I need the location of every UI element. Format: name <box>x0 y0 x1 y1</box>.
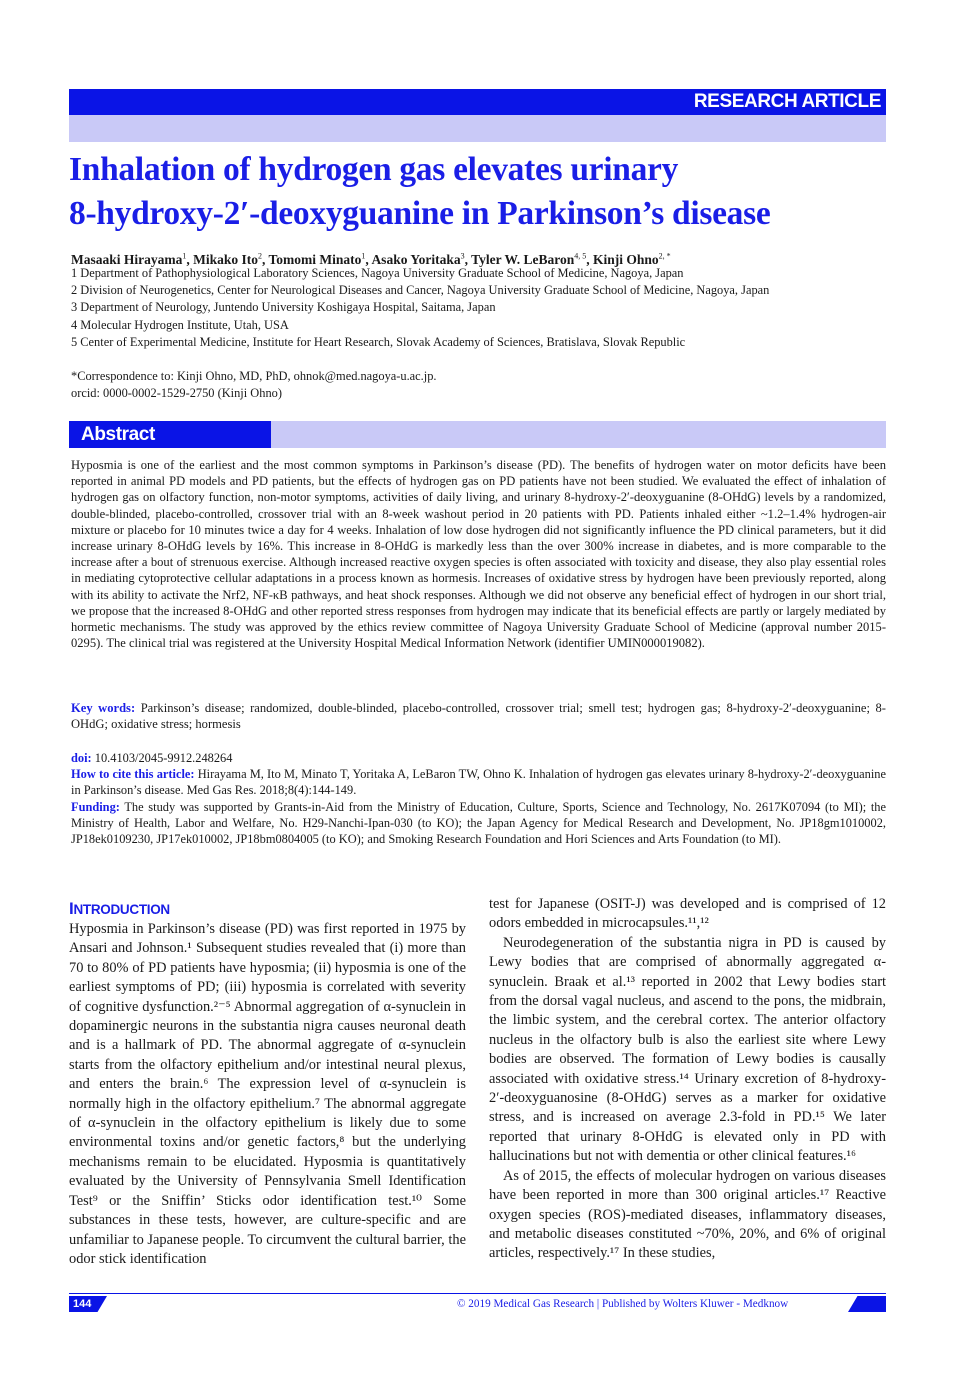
author: Kinji Ohno$^{2, *}$ <box>593 251 671 267</box>
doi-label: doi: <box>71 751 92 765</box>
keywords-text: Parkinson’s disease; randomized, double-blinded, placebo-controlled, crossover trial; smell test; hydrogen gas; 8-hydroxy-2′-deoxyguanine; 8-OHdG; oxidative stress; hormesis <box>71 701 886 732</box>
header-band <box>69 115 886 142</box>
correspondence-block <box>71 368 437 402</box>
footer-corner-tab <box>848 1296 886 1312</box>
paragraph: As of 2015, the effects of molecular hydrogen on various diseases have been reported in more than 300 original articles.¹⁷ Reactive oxygen species (ROS)-mediated diseases, inflammatory diseases, and metabolic diseases constituted ~70%, 20%, and 6% of original articles, respectively.¹⁷ In these studies, <box>489 1167 886 1262</box>
citation-label: How to cite this article: <box>71 767 195 782</box>
footer-copyright: © 2019 Medical Gas Research | Published by Wolters Kluwer - Medknow <box>457 1298 789 1310</box>
orcid: orcid: 0000-0002-1529-2750 (Kinji Ohno) <box>71 386 282 400</box>
citation-text: Hirayama M, Ito M, Minato T, Yoritaka A, LeBaron TW, Ohno K. Inhalation of hydrogen gas elevates urinary 8-hydroxy-2′-deoxyguanine in Parkinson’s disease. Med Gas Res. 2018;8(4):144-149. <box>71 767 886 798</box>
title-line-2: 8-hydroxy-2′-deoxyguanine in Parkinson’s disease <box>69 195 771 232</box>
title-line-1: Inhalation of hydrogen gas elevates urinary <box>69 151 679 188</box>
footer-rule <box>69 1293 886 1294</box>
paragraph: Hyposmia in Parkinson’s disease (PD) was first reported in 1975 by Ansari and Johnson.¹ Subsequent studies revealed that (i) more than 70 to 80% of PD patients have hyposmia; (ii) hyposmia is one of the earliest symptoms of PD; (iii) hyposmia is correlated with severity of cognitive dysfunction.²⁻⁵ Abnormal aggregation of α-synuclein in dopaminergic neurons in the substantia nigra causes neuronal death and is a hallmark of PD. The abnormal aggregate of α-synuclein starts from the olfactory epithelium and/or intestinal neural plexus, and enters the brain.⁶ The expression level of α-synuclein is normally high in the olfactory epithelium.⁷ The abnormal aggregate of α-synuclein in the olfactory epithelium is likely due to some environmental toxins and/or genetic factors,⁸ but the underlying mechanisms remain to be elucidated. Hyposmia is quantitatively evaluated by the University of Pennsylvania Smell Identification Test⁹ or the Sniffin’ Sticks odor identification test.¹⁰ Some substances in these tests, however, are culture-specific and are unfamiliar to Japanese people. To circumvent the cultural barrier, the odor stick identification <box>69 921 466 1267</box>
doi-line <box>71 750 886 766</box>
page-number: 144 <box>73 1298 92 1310</box>
article-meta <box>71 750 886 847</box>
author: Masaaki Hirayama$^1$, <box>71 251 194 267</box>
section-label: RESEARCH ARTICLE <box>693 91 881 112</box>
introduction-right-column <box>489 895 886 1264</box>
paragraph: Neurodegeneration of the substantia nigra in PD is caused by Lewy bodies that are comprised of abnormally aggregated α-synuclein. Braak et al.¹³ reported in 2002 that Lewy bodies start from the dorsal vagal nucleus, and ascend to the pons, the midbrain, the limbic system, and the cerebral cortex. The anterior olfactory nucleus in the olfactory bulb is also the earliest site where Lewy bodies are observed. The formation of Lewy bodies is causally associated with oxidative stress.¹⁴ Urinary excretion of 8-hydroxy-2′-deoxyguanosine (8-OHdG) serves as a marker for oxidative stress, and is increased on average 2.3-fold in PD.¹⁵ We later reported that urinary 8-OHdG is elevated only in PD with hallucinations but not with dementia or other clinical features.¹⁶ <box>489 934 886 1165</box>
abstract-text: Hyposmia is one of the earliest and the most common symptoms in Parkinson’s disease (PD). The benefits of hydrogen water on motor deficits have been reported in animal PD models and PD patients, but the effects of hydrogen gas on PD patients have not been studied. We evaluated the effect of inhalation of hydrogen gas on olfactory function, non-motor symptoms, activities of daily living, and urinary 8-hydroxy-2′-deoxyguanine (8-OHdG) levels by a randomized, double-blinded, placebo-controlled, crossover trial with an 8-week washout period in 20 patients with PD. Patients inhaled either ~1.2–1.4% hydrogen-air mixture or placebo for 10 minutes twice a day for 4 weeks. Inhalation of low dose hydrogen did not significantly influence the PD clinical parameters, but it did increase urinary 8-OHdG levels by 16%. This increase in 8-OHdG is markedly less than the over 300% increase in diabetes, and is more comparable to the increase after a bout of strenuous exercise. Although increased reactive oxygen species is often associated with toxicity and disease, they also play essential roles in mediating cytoprotective cellular adaptations in a process known as hormesis. Increases of oxidative stress by hydrogen have been previously reported, along with its ability to activate the Nrf2, NF-κB pathways, and heat shock responses. Although we did not observe any beneficial effect of hydrogen in our short trial, we propose that the increased 8-OHdG and other reported stress responses from hydrogen may indicate that its beneficial effects are partly or largely mediated by hormetic mechanisms. The study was approved by the ethics review committee of Nagoya University Graduate School of Medicine (approval number 2015-0295). The clinical trial was registered at the University Hospital Medical Information Network (identifier UMIN000019082). <box>71 458 886 651</box>
introduction-heading: INTRODUCTION <box>69 899 170 918</box>
author: Tomomi Minato$^1$, <box>268 251 372 267</box>
affiliation: 1 Department of Pathophysiological Laboratory Sciences, Nagoya University Graduate School of Medicine, Nagoya, Japan <box>71 266 684 280</box>
keywords-label: Key words: <box>71 701 136 715</box>
author: Asako Yoritaka$^3$, <box>371 251 472 267</box>
author: Mikako Ito$^2$, <box>193 251 269 267</box>
affiliation-list <box>71 265 769 351</box>
funding-text: The study was supported by Grants-in-Aid from the Ministry of Education, Culture, Sports, Science and Technology, No. 2617K07094 (to MI); the Ministry of Health, Labor and Welfare, No. H29-Nanchi-Ipan-030 (to KO); the Japan Agency for Medical Research and Development, No. JP18gm1010002, JP18ek0109230, JP17ek010002, JP18bm0804005 (to KO); and Smoking Research Foundation and Hori Sciences and Arts Foundation (to MI). <box>71 799 886 847</box>
doi-value[interactable]: 10.4103/2045-9912.248264 <box>94 751 233 765</box>
keywords <box>71 700 886 732</box>
affiliation: 5 Center of Experimental Medicine, Institute for Heart Research, Slovak Academy of Sciences, Bratislava, Slovak Republic <box>71 334 686 349</box>
funding-label: Funding: <box>71 799 120 814</box>
funding <box>71 799 886 848</box>
affiliation: 3 Department of Neurology, Juntendo University Koshigaya Hospital, Saitama, Japan <box>71 300 496 315</box>
abstract-heading: Abstract <box>81 424 155 445</box>
affiliation: 2 Division of Neurogenetics, Center for Neurological Diseases and Cancer, Nagoya University Graduate School of Medicine, Nagoya, Japan <box>71 283 770 298</box>
affiliation: 4 Molecular Hydrogen Institute, Utah, USA <box>71 317 289 332</box>
correspondence: *Correspondence to: Kinji Ohno, MD, PhD, ohnok@med.nagoya-u.ac.jp. <box>71 369 437 383</box>
paragraph: test for Japanese (OSIT-J) was developed and is comprised of 12 odors embedded in microcapsules.¹¹,¹² <box>489 896 886 932</box>
author: Tyler W. LeBaron$^{4, 5}$, <box>471 251 593 267</box>
article-title <box>69 148 889 236</box>
introduction-left-column <box>69 920 466 1269</box>
citation <box>71 766 886 798</box>
